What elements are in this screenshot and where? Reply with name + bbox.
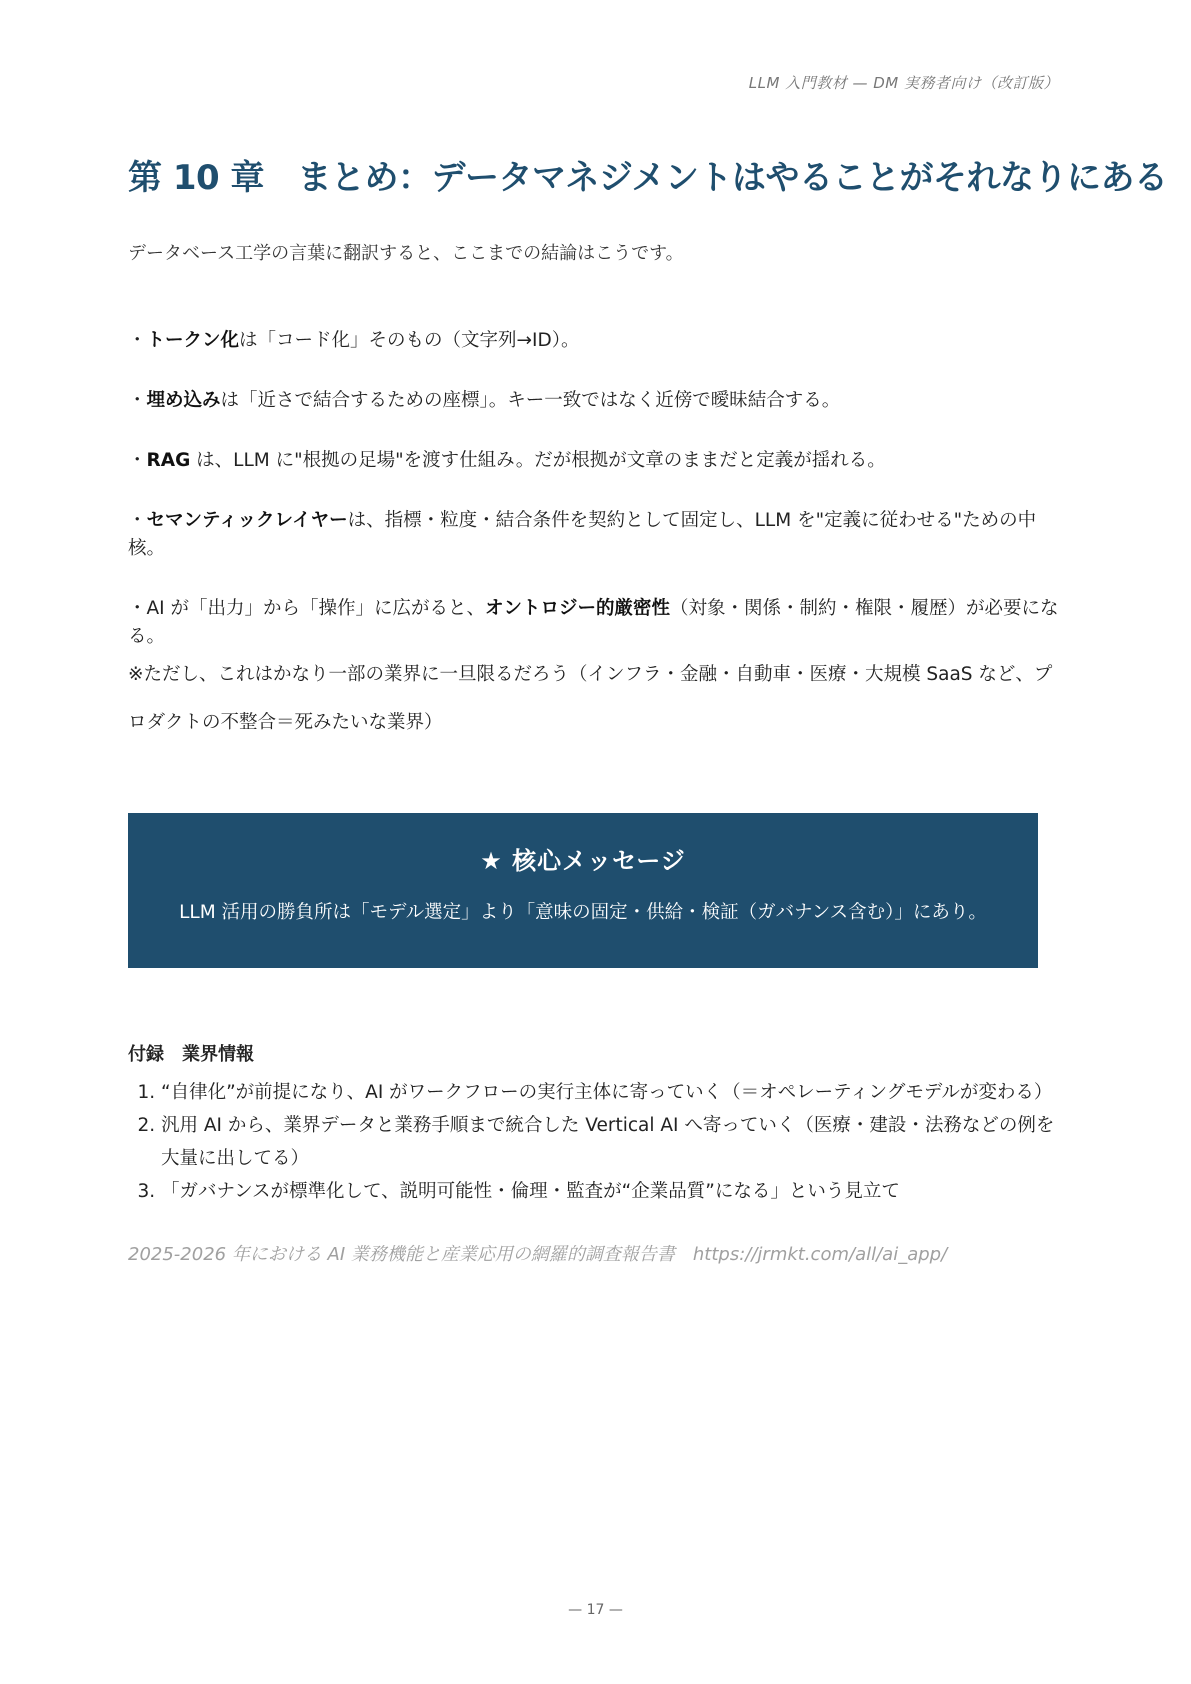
chapter-title: 第 10 章 まとめ：データマネジメントはやることがそれなりにある — [128, 158, 1168, 198]
appendix-list — [128, 1076, 1063, 1208]
page-number: — 17 — — [568, 1602, 623, 1618]
source-citation: 2025-2026 年における AI 業務機能と産業応用の網羅的調査報告書 https://jrmkt.com/all/ai_app/ — [128, 1244, 948, 1265]
summary-item-semantic-layer: ・セマンティックレイヤーは、指標・粒度・結合条件を契約として固定し、LLM を"定義に従わせる"ための中核。 — [128, 510, 1037, 559]
scope-note: ※ただし、これはかなり一部の業界に一旦限るだろう（インフラ・金融・自動車・医療・大規模 SaaS など、プロダクトの不整合＝死みたいな業界） — [128, 664, 1053, 733]
list-item: 1. “自律化”が前提になり、AI がワークフローの実行主体に寄っていく（＝オペレーティングモデルが変わる） — [161, 1076, 1063, 1109]
page-content — [128, 150, 1168, 1266]
core-message-title: ★ 核心メッセージ — [480, 847, 686, 875]
running-header: LLM 入門教材 — DM 実務者向け（改訂版） — [748, 74, 1059, 92]
summary-item-tokenization: ・トークン化は「コード化」そのもの（文字列→ID）。 — [128, 330, 580, 351]
summary-item-rag: ・RAG は、LLM に"根拠の足場"を渡す仕組み。だが根拠が文章のままだと定義が揺れる。 — [128, 450, 886, 471]
core-message-body: LLM 活用の勝負所は「モデル選定」より「意味の固定・供給・検証（ガバナンス含む）」にあり。 — [179, 902, 987, 923]
appendix-title: 付録 業界情報 — [128, 1044, 254, 1065]
star-icon: ★ — [480, 847, 503, 875]
chapter-intro: データベース工学の言葉に翻訳すると、ここまでの結論はこうです。 — [128, 243, 684, 264]
list-item: 3. 「ガバナンスが標準化して、説明可能性・倫理・監査が“企業品質”になる」という見立て — [161, 1175, 1063, 1208]
appendix-section — [128, 1040, 1063, 1208]
core-message-box — [128, 813, 1038, 968]
summary-item-embedding: ・埋め込みは「近さで結合するための座標」。キー一致ではなく近傍で曖昧結合する。 — [128, 390, 841, 411]
summary-item-ontology: ・AI が「出力」から「操作」に広がると、オントロジー的厳密性（対象・関係・制約・権限・履歴）が必要になる。 — [128, 598, 1059, 647]
list-item: 2. 汎用 AI から、業界データと業務手順まで統合した Vertical AI へ寄っていく（医療・建設・法務などの例を大量に出してる） — [161, 1109, 1063, 1175]
summary-list — [128, 327, 1063, 651]
